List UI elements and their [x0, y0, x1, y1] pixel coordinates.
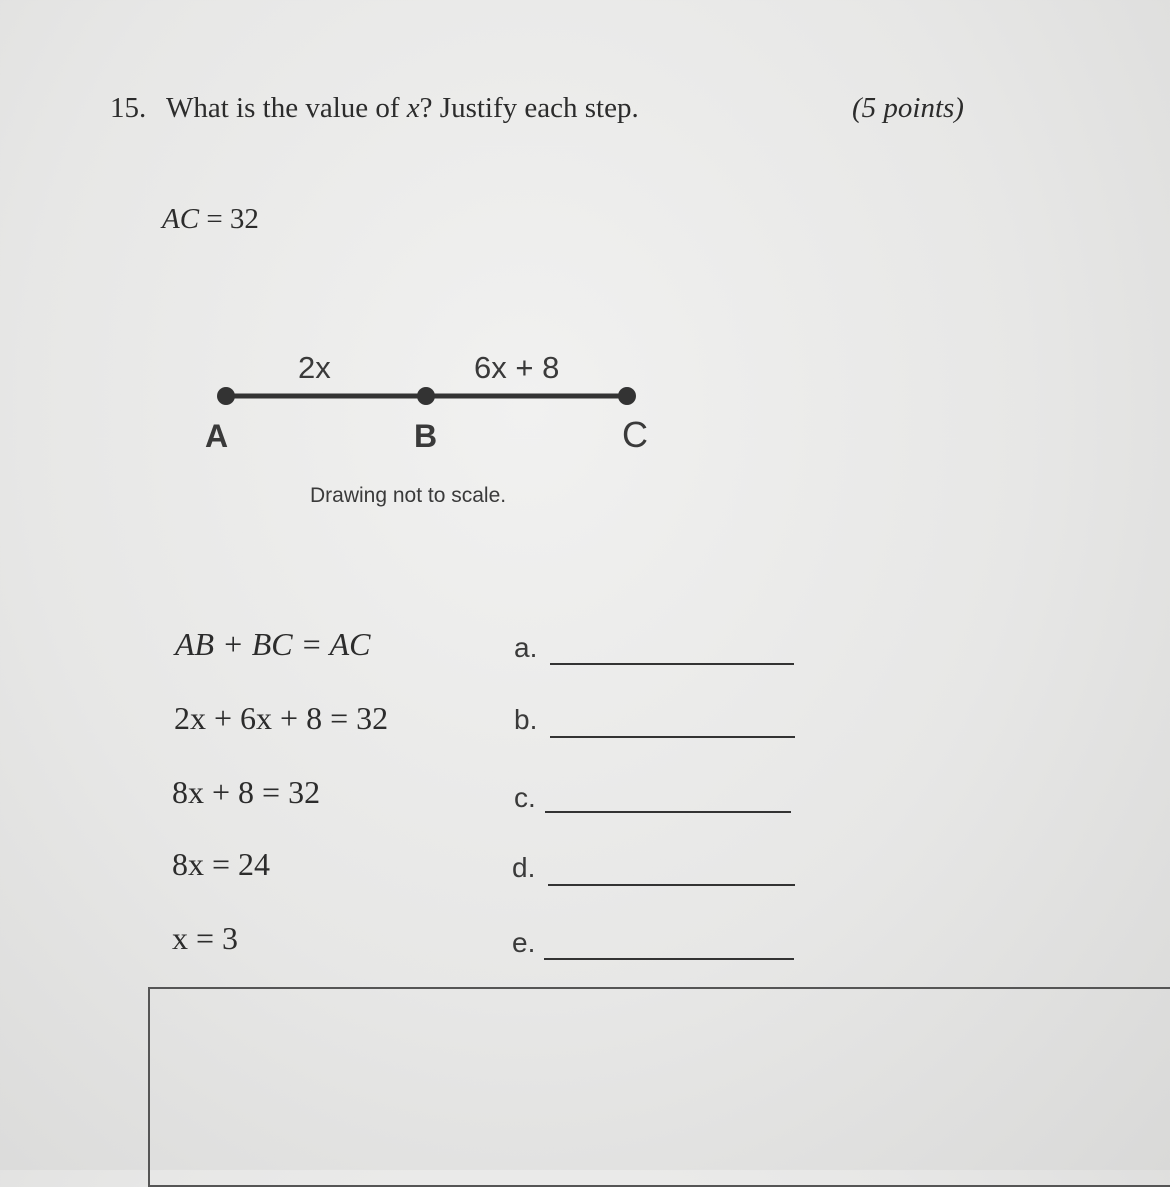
step-equation-2: 2x + 6x + 8 = 32: [174, 700, 389, 736]
step-equation-5: x = 3: [172, 920, 239, 956]
question-number: 15.: [110, 92, 147, 124]
answer-blank-c[interactable]: [545, 811, 791, 813]
answer-blank-a[interactable]: [550, 663, 794, 665]
answer-blank-e[interactable]: [544, 958, 794, 960]
question-text: What is the value of x? Justify each step.: [166, 92, 639, 124]
step-equation-4: 8x = 24: [172, 846, 271, 882]
point-b-dot: [417, 387, 435, 405]
point-c-label: C: [622, 414, 648, 455]
question-variable: x: [406, 92, 420, 124]
segment-ab-label: 2x: [298, 350, 331, 385]
step-label-b: b.: [514, 704, 538, 735]
step-label-d: d.: [512, 852, 536, 883]
step-label-c: c.: [514, 782, 536, 813]
segment-bc-label: 6x + 8: [474, 350, 560, 385]
answer-blank-b[interactable]: [550, 736, 795, 738]
drawing-note: Drawing not to scale.: [310, 484, 507, 507]
point-a-label: A: [205, 418, 229, 454]
step-label-a: a.: [514, 632, 538, 663]
point-a-dot: [217, 387, 235, 405]
question-points: (5 points): [852, 92, 964, 124]
point-b-label: B: [414, 418, 438, 454]
segment-diagram: [0, 0, 1170, 560]
step-equation-1: AB + BC = AC: [175, 626, 371, 662]
step-label-e: e.: [512, 927, 536, 958]
given-equation: AC = 32: [162, 203, 259, 235]
answer-box[interactable]: [148, 987, 1170, 1187]
answer-blank-d[interactable]: [548, 884, 795, 886]
step-equation-3: 8x + 8 = 32: [172, 774, 321, 810]
point-c-dot: [618, 387, 636, 405]
